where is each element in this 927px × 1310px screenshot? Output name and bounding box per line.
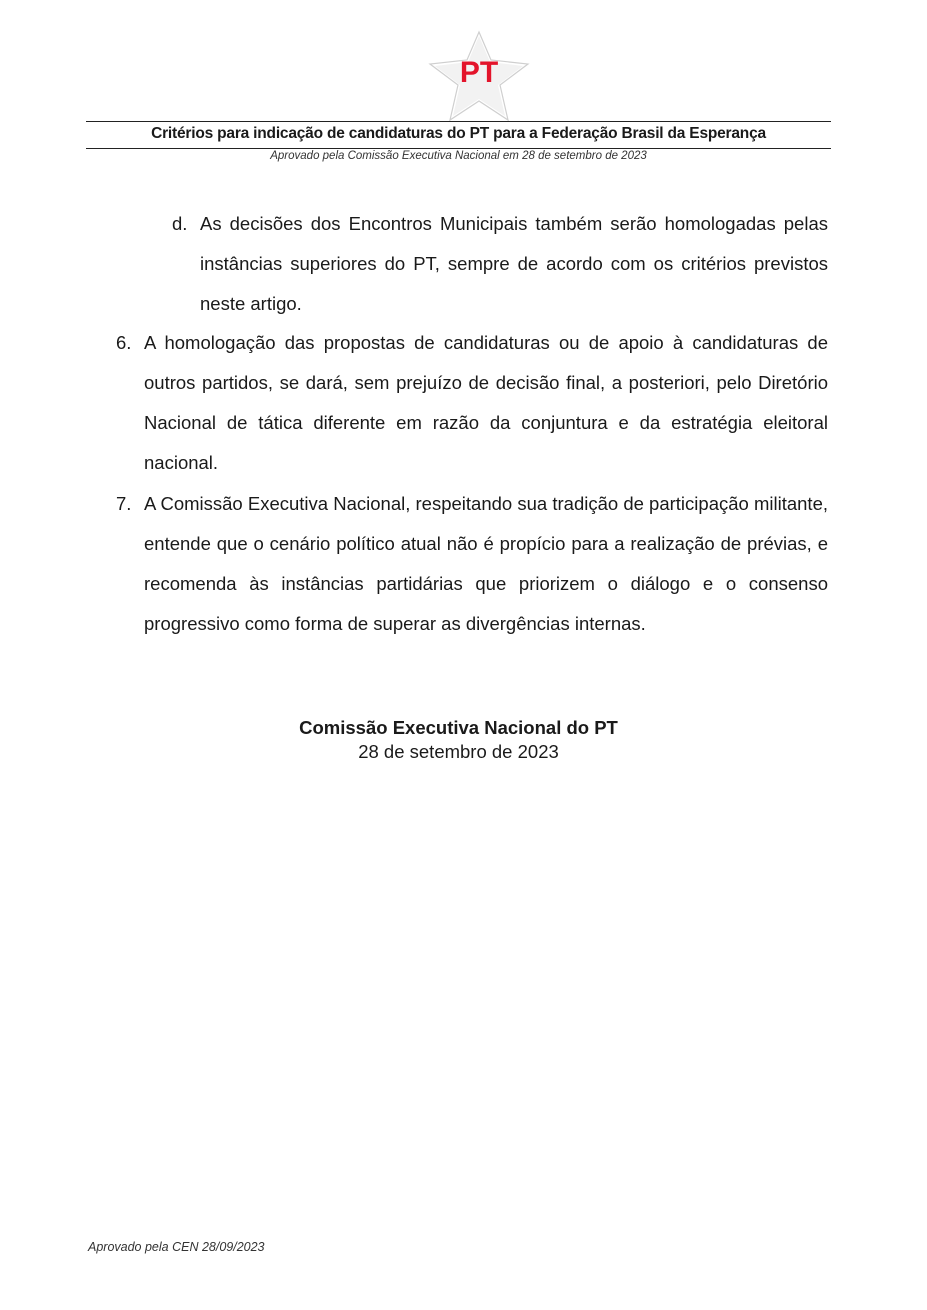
list-item-text: A homologação das propostas de candidaturas ou de apoio à candidaturas de outros partidos, se dará, sem prejuízo de decisão final, a posteriori, pelo Diretório Nacional de tática diferente em razão da conjuntura e da estratégia eleitoral nacional. (144, 332, 828, 473)
list-item-6 (116, 323, 828, 483)
list-marker: 6. (116, 332, 132, 353)
document-title: Critérios para indicação de candidaturas do PT para a Federação Brasil da Esperança (151, 125, 766, 142)
logo-text: PT (459, 56, 499, 89)
list-marker: 7. (116, 493, 132, 514)
pt-star-logo (424, 30, 534, 122)
list-item-text: A Comissão Executiva Nacional, respeitando sua tradição de participação militante, entende que o cenário político atual não é propício para a realização de prévias, e recomenda às instâncias partidárias que priorizem o diálogo e o consenso progressivo como forma de superar as divergências internas. (144, 493, 828, 634)
header-rule-bottom (86, 148, 831, 149)
signature-name: Comissão Executiva Nacional do PT (299, 717, 618, 738)
signature-date: 28 de setembro de 2023 (358, 741, 559, 762)
list-item-d (172, 204, 828, 324)
list-item-text: As decisões dos Encontros Municipais também serão homologadas pelas instâncias superiores do PT, sempre de acordo com os critérios previstos neste artigo. (200, 213, 828, 314)
header-rule-top (86, 121, 831, 122)
footer-note: Aprovado pela CEN 28/09/2023 (88, 1240, 265, 1254)
document-subtitle: Aprovado pela Comissão Executiva Nacional em 28 de setembro de 2023 (270, 150, 647, 162)
star-icon (424, 30, 534, 122)
list-item-7 (116, 484, 828, 644)
signature-block (0, 716, 917, 764)
list-marker: d. (172, 213, 188, 234)
